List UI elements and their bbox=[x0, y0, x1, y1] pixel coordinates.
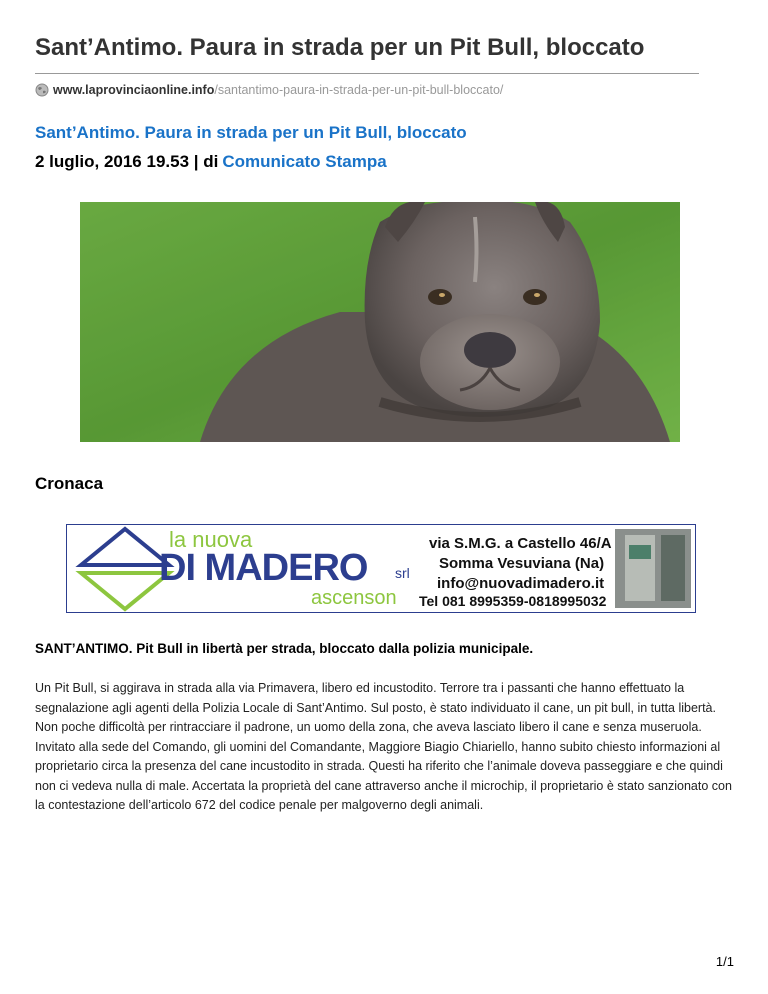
page-number: 1/1 bbox=[715, 954, 734, 969]
banner-brand-main: DI MADERO bbox=[159, 547, 368, 589]
source-url[interactable] bbox=[35, 83, 503, 100]
article-lead: SANT’ANTIMO. Pit Bull in libertà per strada, bloccato dalla polizia municipale. bbox=[35, 641, 534, 656]
banner-brand-top: la nuova bbox=[169, 527, 253, 552]
article-date: 2 luglio, 2016 19.53 | di bbox=[35, 152, 219, 171]
globe-icon bbox=[35, 83, 49, 100]
article-title[interactable]: Sant’Antimo. Paura in strada per un Pit Bull, bloccato bbox=[35, 123, 467, 142]
page-title: Sant’Antimo. Paura in strada per un Pit Bull, bloccato bbox=[35, 34, 645, 61]
banner-email[interactable]: info@nuovadimadero.it bbox=[437, 575, 605, 592]
author-link[interactable]: Comunicato Stampa bbox=[222, 152, 387, 171]
banner-address-line2: Somma Vesuviana (Na) bbox=[439, 555, 605, 572]
brand-logo-icon bbox=[81, 529, 169, 609]
category-label[interactable]: Cronaca bbox=[35, 474, 104, 493]
url-path[interactable]: /santantimo-paura-in-strada-per-un-pit-bull-bloccato/ bbox=[214, 83, 504, 97]
article-meta bbox=[35, 152, 387, 172]
banner-brand-suffix: srl bbox=[395, 565, 410, 581]
banner-brand-sub: ascenson bbox=[311, 587, 397, 609]
hero-image-pit-bull bbox=[80, 202, 680, 442]
advertisement-banner[interactable] bbox=[66, 524, 696, 613]
url-host[interactable]: www.laprovinciaonline.info bbox=[53, 83, 215, 97]
banner-address-line1: via S.M.G. a Castello 46/A bbox=[429, 535, 612, 552]
article-body: Un Pit Bull, si aggirava in strada alla via Primavera, libero ed incustodito. Terrore tra i passanti che hanno effettuato la segnalazione agli agenti della Polizia Locale di Sant’Antimo. Sul posto, è stato individuato il cane, un pit bull, in tutta libertà. Non poche difficoltà per rintracciare il padrone, un uomo della zona, che aveva lasciato libero il cane e senza museruola. Invitato alla sede del Comando, gli uomini del Comandante, Maggiore Biagio Chiariello, hanno subito chiesto informazioni al proprietario circa la presenza del cane incustodito in strada. Questi ha riferito che l’animale doveva passeggiare e che quindi non ci vedeva nulla di male. Accertata la proprietà del cane attraverso anche il microchip, il proprietario è stato sanzionato con la contestazione dell’articolo 672 del codice penale per malgoverno degli animali. bbox=[35, 681, 732, 812]
title-divider bbox=[35, 73, 699, 74]
banner-phone: Tel 081 8995359-0818995032 bbox=[419, 593, 607, 609]
